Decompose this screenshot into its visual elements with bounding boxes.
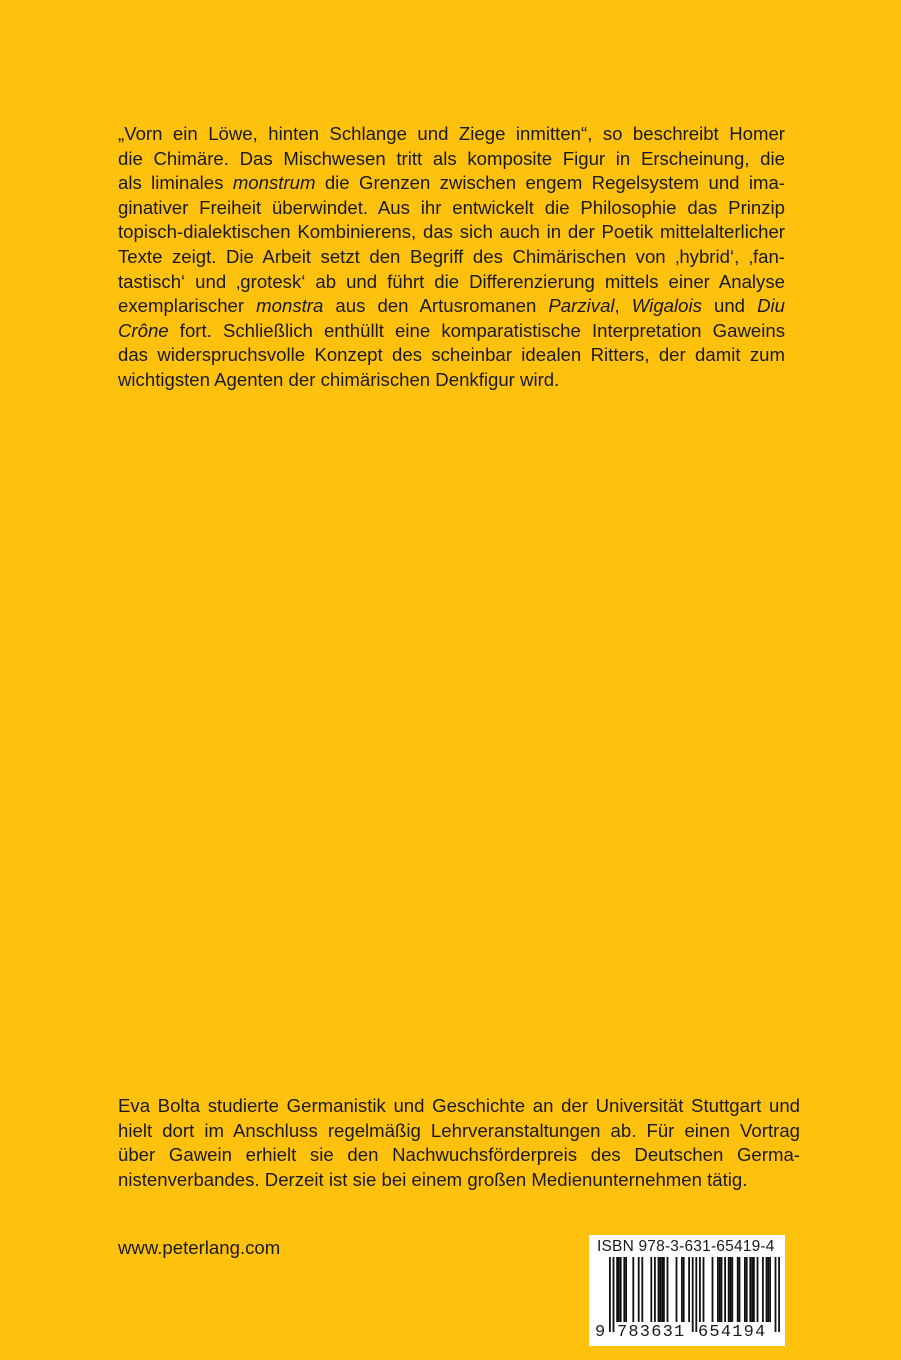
blurb-line — [118, 171, 785, 196]
barcode-bar — [724, 1257, 726, 1322]
barcode-bar — [751, 1257, 753, 1322]
text-run: ginativer Freiheit überwindet. Aus ihr entwickelt die Philosophie das Prinzip — [118, 196, 785, 218]
barcode-bar — [654, 1257, 656, 1322]
barcode-bar — [692, 1257, 694, 1332]
barcode-bar — [753, 1257, 755, 1322]
italic-term: Parzival — [548, 295, 615, 317]
barcode-bar — [658, 1257, 660, 1322]
italic-term: Crône — [118, 319, 169, 341]
text-run: „Vorn ein Löwe, hinten Schlange und Ziege inmitten“, so beschreibt Homer — [118, 123, 785, 144]
text-run: und — [701, 295, 758, 317]
barcode-bar — [632, 1257, 634, 1322]
barcode-bar — [719, 1257, 721, 1322]
barcode-bar — [683, 1257, 685, 1322]
blurb-line — [118, 270, 785, 295]
barcode-bar — [712, 1257, 714, 1322]
text-run: das widerspruchsvolle Konzept des scheinbar idealen Ritters, der damit zum — [118, 344, 785, 366]
text-run: , — [614, 295, 632, 317]
barcode-bar — [778, 1257, 780, 1332]
isbn-barcode-box — [589, 1235, 785, 1346]
barcode-bar — [721, 1257, 723, 1322]
text-run: exemplarischer — [118, 295, 257, 317]
barcode-bar — [638, 1257, 640, 1322]
author-line: nistenverbandes. Derzeit ist sie bei einem großen Medienunternehmen tätig. — [118, 1168, 748, 1190]
author-bio — [118, 1094, 800, 1192]
text-run: Texte zeigt. Die Arbeit setzt den Begriff des Chimärischen von ‚hybrid‘, ‚fan- — [118, 245, 785, 267]
barcode-bar — [663, 1257, 665, 1322]
barcode-bar — [613, 1257, 615, 1332]
barcode-bar — [746, 1257, 748, 1322]
barcode-bar — [766, 1257, 768, 1322]
barcode-bar — [681, 1257, 683, 1322]
barcode-bar — [695, 1257, 697, 1332]
text-run: aus den Artusromanen — [323, 295, 549, 317]
publisher-website[interactable]: www.peterlang.com — [118, 1237, 281, 1258]
author-line: Eva Bolta studierte Germanistik und Geschichte an der Universität Stuttgart und — [118, 1095, 800, 1116]
barcode-bar — [641, 1257, 643, 1322]
barcode-bar — [620, 1257, 622, 1322]
barcode-bar — [730, 1257, 732, 1322]
barcode-bar — [717, 1257, 719, 1322]
barcode-bar — [616, 1257, 618, 1322]
barcode-bar — [744, 1257, 746, 1322]
barcode-bar — [757, 1257, 759, 1322]
barcode-bar — [737, 1257, 739, 1322]
text-run: fort. Schließlich enthüllt eine komparatistische Interpretation Gaweins — [168, 319, 785, 341]
barcode-bar — [703, 1257, 705, 1322]
barcode-bar — [767, 1257, 769, 1322]
italic-term: monstra — [256, 295, 324, 317]
isbn-label: ISBN 978-3-631-65419-4 — [597, 1238, 775, 1255]
blurb-line — [118, 245, 785, 270]
blurb-line — [118, 220, 785, 245]
blurb-line — [118, 319, 785, 344]
text-run: tastisch‘ und ‚grotesk‘ ab und führt die Differenzierung mittels einer Analyse — [118, 270, 785, 292]
text-run: wichtigsten Agenten der chimärischen Denkfigur wird. — [118, 368, 560, 390]
blurb-line — [118, 122, 785, 147]
blurb-line — [118, 196, 785, 221]
barcode-bar — [731, 1257, 733, 1322]
barcode-bar — [609, 1257, 611, 1332]
barcode-bar — [625, 1257, 627, 1322]
barcode-bar — [688, 1257, 690, 1322]
ean-right-digits: 654194 — [698, 1323, 767, 1342]
barcode-bar — [650, 1257, 652, 1322]
barcode-bar — [667, 1257, 669, 1322]
barcode-bar — [699, 1257, 701, 1322]
blurb-line — [118, 343, 785, 368]
author-line: hielt dort im Anschluss regelmäßig Lehrveranstaltungen ab. Für einen Vortrag — [118, 1119, 800, 1141]
barcode-bar — [769, 1257, 771, 1322]
barcode-bar — [728, 1257, 730, 1322]
blurb-line — [118, 294, 785, 319]
author-line: über Gawein erhielt sie den Nachwuchsförderpreis des Deutschen Germa- — [118, 1144, 800, 1166]
blurb-line — [118, 368, 785, 393]
text-run: die Grenzen zwischen engem Regelsystem und ima- — [315, 172, 786, 194]
ean-left-digits: 783631 — [617, 1323, 686, 1342]
blurb-line — [118, 147, 785, 172]
ean-first-digit: 9 — [595, 1323, 606, 1342]
barcode-bar — [775, 1257, 777, 1332]
blurb-text — [118, 122, 785, 393]
barcode-bar — [661, 1257, 663, 1322]
italic-term: Wigalois — [631, 295, 702, 317]
barcode-bar — [762, 1257, 764, 1322]
barcode-bar — [623, 1257, 625, 1322]
barcode-bar — [618, 1257, 620, 1322]
barcode-bar — [676, 1257, 678, 1322]
barcode-bar — [739, 1257, 741, 1322]
text-run: als liminales — [118, 172, 233, 194]
barcode-bar — [659, 1257, 661, 1322]
barcode-bar — [749, 1257, 751, 1322]
text-run: topisch-dialektischen Kombinierens, das sich auch in der Poetik mittelalterlicher — [118, 221, 785, 243]
italic-term: monstrum — [232, 172, 316, 194]
text-run: die Chimäre. Das Mischwesen tritt als komposite Figur in Erscheinung, die — [118, 147, 785, 169]
italic-term: Diu — [757, 295, 785, 317]
